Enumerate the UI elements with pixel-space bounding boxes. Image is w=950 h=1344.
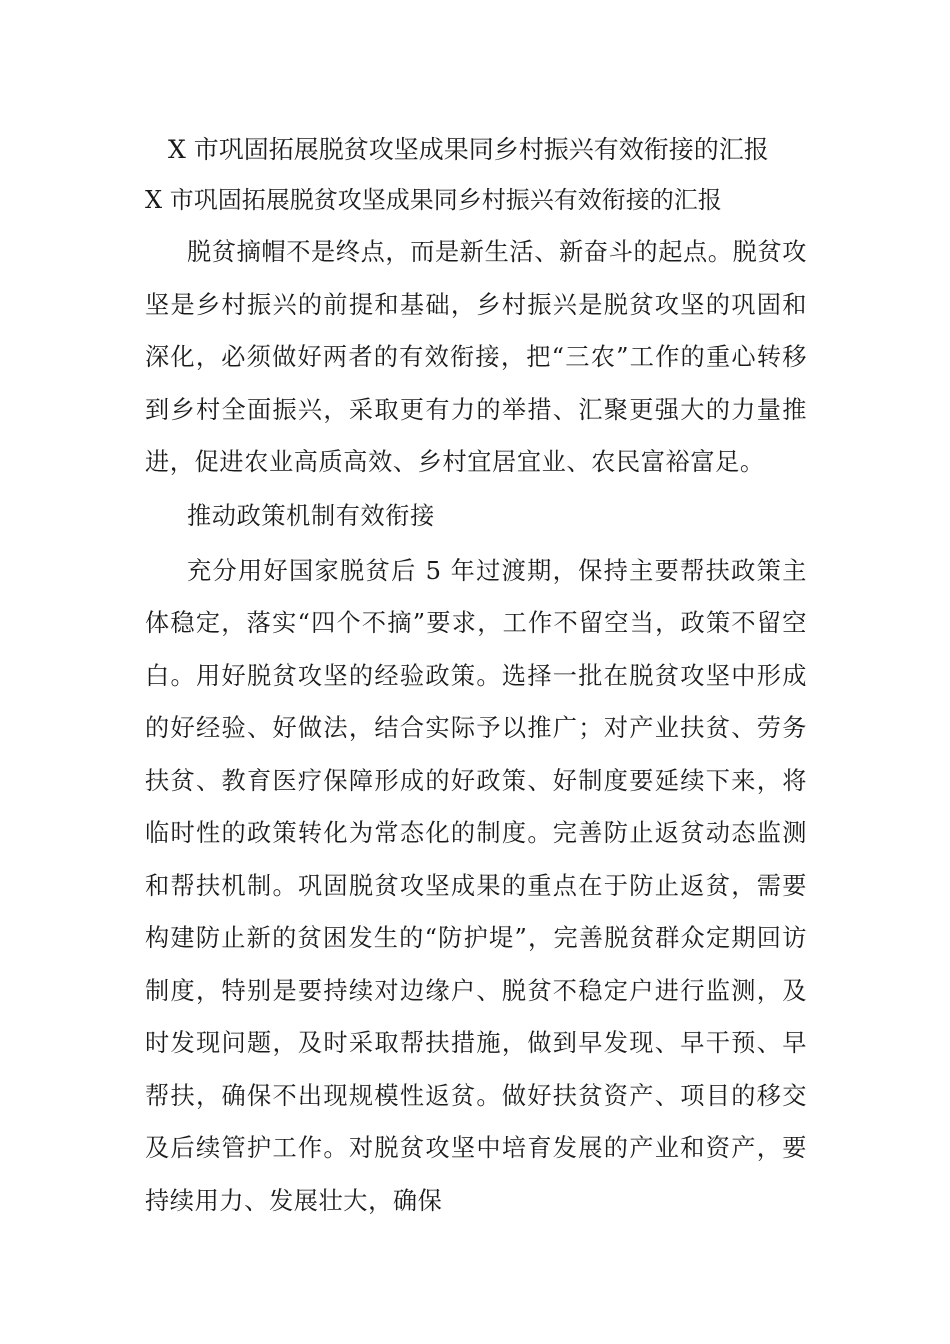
section-heading: 推动政策机制有效衔接 xyxy=(187,501,435,530)
document-title-top: X 市巩固拓展脱贫攻坚成果同乡村振兴有效衔接的汇报 xyxy=(168,135,769,164)
body-paragraph: 充分用好国家脱贫后 5 年过渡期，保持主要帮扶政策主体稳定，落实“四个不摘”要求，工作不留空当，政策不留空白。用好脱贫攻坚的经验政策。选择一批在脱贫攻坚中形成的好经验、好做法，结合实际予以推广；对产业扶贫、劳务扶贫、教育医疗保障形成的好政策、好制度要延续下来，将临时性的政策转化为常态化的制度。完善防止返贫动态监测和帮扶机制。巩固脱贫攻坚成果的重点在于防止返贫，需要构建防止新的贫困发生的“防护堤”，完善脱贫群众定期回访制度，特别是要持续对边缘户、脱贫不稳定户进行监测，及时发现问题，及时采取帮扶措施，做到早发现、早干预、早帮扶，确保不出现规模性返贫。做好扶贫资产、项目的移交及后续管护工作。对脱贫攻坚中培育发展的产业和资产，要持续用力、发展壮大，确保 xyxy=(145,556,807,1215)
intro-paragraph: 脱贫摘帽不是终点，而是新生活、新奋斗的起点。脱贫攻坚是乡村振兴的前提和基础，乡村振兴是脱贫攻坚的巩固和深化，必须做好两者的有效衔接，把“三农”工作的重心转移到乡村全面振兴，采取更有力的举措、汇聚更强大的力量推进，促进农业高质高效、乡村宜居宜业、农民富裕富足。 xyxy=(145,238,807,476)
document-title-main: X 市巩固拓展脱贫攻坚成果同乡村振兴有效衔接的汇报 xyxy=(145,186,722,214)
document-body xyxy=(145,226,807,1227)
